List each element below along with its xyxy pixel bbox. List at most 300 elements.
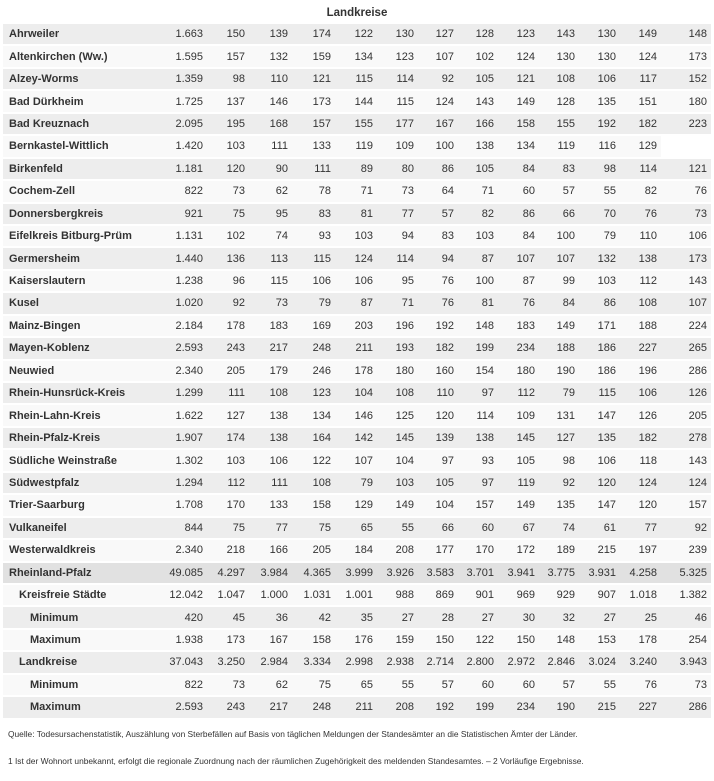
table-row [3,46,711,68]
value-cell: 110 [249,69,292,91]
row-label: Maximum [3,697,155,719]
value-cell: 155 [335,114,377,136]
value-cell: 143 [539,24,579,46]
row-label: Landkreise [3,652,155,674]
value-cell: 111 [207,383,249,405]
value-cell: 27 [377,607,418,629]
value-cell: 1.000 [249,585,292,607]
value-cell: 170 [207,495,249,517]
value-cell: 116 [579,136,620,158]
value-cell: 93 [292,226,335,248]
value-cell: 147 [579,495,620,517]
value-cell: 869 [418,585,458,607]
table-row [3,428,711,450]
value-cell: 1.725 [155,91,207,113]
row-label: Mayen-Koblenz [3,338,155,360]
table-row [3,383,711,405]
value-cell: 186 [579,361,620,383]
value-cell: 106 [292,271,335,293]
value-cell: 115 [335,69,377,91]
value-cell: 223 [661,114,711,136]
table-body [3,24,711,720]
value-cell: 218 [207,540,249,562]
value-cell: 901 [458,585,498,607]
table-header-title: Landkreise [326,7,388,19]
value-cell: 79 [292,293,335,315]
value-cell: 93 [458,450,498,472]
value-cell: 208 [377,540,418,562]
value-cell: 67 [498,518,539,540]
value-cell: 1.382 [661,585,711,607]
value-cell: 190 [539,361,579,383]
value-cell: 102 [207,226,249,248]
value-cell: 2.340 [155,361,207,383]
row-label: Rhein-Pfalz-Kreis [3,428,155,450]
row-label: Ahrweiler [3,24,155,46]
value-cell: 149 [377,495,418,517]
value-cell: 278 [661,428,711,450]
table-row [3,652,711,674]
row-label: Donnersbergkreis [3,204,155,226]
value-cell: 133 [249,495,292,517]
value-cell: 110 [620,226,661,248]
row-label: Kaiserslautern [3,271,155,293]
value-cell: 1.181 [155,159,207,181]
value-cell: 196 [620,361,661,383]
value-cell: 149 [498,91,539,113]
value-cell: 157 [207,46,249,68]
value-cell: 179 [249,361,292,383]
value-cell: 138 [458,428,498,450]
value-cell: 75 [292,518,335,540]
value-cell: 103 [207,450,249,472]
value-cell: 107 [335,450,377,472]
value-cell: 60 [458,518,498,540]
value-cell: 114 [377,248,418,270]
table-row [3,271,711,293]
value-cell: 159 [377,630,418,652]
table-row [3,69,711,91]
value-cell: 135 [579,91,620,113]
value-cell: 171 [579,316,620,338]
value-cell: 96 [207,271,249,293]
value-cell: 80 [377,159,418,181]
value-cell: 2.800 [458,652,498,674]
value-cell: 188 [539,338,579,360]
table-row [3,518,711,540]
value-cell: 71 [458,181,498,203]
value-cell: 158 [292,630,335,652]
value-cell: 122 [335,24,377,46]
value-cell: 157 [458,495,498,517]
value-cell: 3.943 [661,652,711,674]
value-cell: 74 [249,226,292,248]
value-cell: 151 [620,91,661,113]
value-cell: 121 [498,69,539,91]
value-cell: 148 [539,630,579,652]
value-cell: 150 [207,24,249,46]
value-cell: 144 [335,91,377,113]
value-cell: 1.294 [155,473,207,495]
value-cell: 215 [579,697,620,719]
value-cell: 149 [620,24,661,46]
value-cell: 76 [620,675,661,697]
value-cell: 64 [418,181,458,203]
value-cell: 246 [292,361,335,383]
value-cell: 92 [207,293,249,315]
value-cell: 77 [249,518,292,540]
value-cell: 98 [579,159,620,181]
value-cell: 172 [498,540,539,562]
value-cell: 108 [249,383,292,405]
value-cell: 929 [539,585,579,607]
value-cell: 143 [661,271,711,293]
value-cell: 75 [292,675,335,697]
value-cell: 224 [661,316,711,338]
value-cell: 158 [292,495,335,517]
value-cell: 211 [335,338,377,360]
value-cell: 205 [661,405,711,427]
value-cell: 178 [335,361,377,383]
value-cell: 62 [249,675,292,697]
value-cell: 106 [579,69,620,91]
table-row [3,697,711,719]
table-row [3,585,711,607]
value-cell: 3.240 [620,652,661,674]
value-cell: 3.024 [579,652,620,674]
value-cell: 139 [418,428,458,450]
value-cell: 1.420 [155,136,207,158]
value-cell: 205 [207,361,249,383]
value-cell: 146 [335,405,377,427]
value-cell: 123 [377,46,418,68]
value-cell: 137 [207,91,249,113]
value-cell: 822 [155,675,207,697]
row-label: Vulkaneifel [3,518,155,540]
value-cell: 150 [418,630,458,652]
value-cell: 83 [418,226,458,248]
value-cell: 234 [498,697,539,719]
value-cell: 3.583 [418,563,458,585]
value-cell: 155 [539,114,579,136]
row-label: Trier-Saarburg [3,495,155,517]
value-cell: 112 [207,473,249,495]
value-cell: 138 [249,405,292,427]
value-cell: 112 [620,271,661,293]
table-row [3,316,711,338]
value-cell: 55 [579,181,620,203]
value-cell: 148 [458,316,498,338]
value-cell: 97 [458,473,498,495]
value-cell: 73 [207,675,249,697]
value-cell: 83 [539,159,579,181]
value-cell: 159 [292,46,335,68]
table-row [3,563,711,585]
value-cell: 105 [498,450,539,472]
value-cell: 123 [498,24,539,46]
row-label: Bad Kreuznach [3,114,155,136]
value-cell: 127 [418,24,458,46]
value-cell: 76 [620,204,661,226]
value-cell: 92 [418,69,458,91]
value-cell: 192 [418,316,458,338]
value-cell: 97 [458,383,498,405]
value-cell: 2.593 [155,338,207,360]
value-cell: 27 [458,607,498,629]
value-cell: 1.938 [155,630,207,652]
value-cell: 57 [418,675,458,697]
value-cell: 124 [498,46,539,68]
value-cell: 103 [377,473,418,495]
value-cell: 100 [418,136,458,158]
value-cell: 1.622 [155,405,207,427]
row-label: Altenkirchen (Ww.) [3,46,155,68]
value-cell: 42 [292,607,335,629]
value-cell: 76 [498,293,539,315]
value-cell: 195 [207,114,249,136]
value-cell: 73 [249,293,292,315]
value-cell: 138 [249,428,292,450]
value-cell: 184 [335,540,377,562]
row-label: Bad Dürkheim [3,91,155,113]
value-cell: 35 [335,607,377,629]
value-cell: 420 [155,607,207,629]
value-cell: 73 [661,204,711,226]
value-cell: 149 [498,495,539,517]
value-cell: 178 [620,630,661,652]
value-cell: 114 [458,405,498,427]
value-cell: 177 [418,540,458,562]
value-cell: 46 [661,607,711,629]
value-cell: 3.701 [458,563,498,585]
value-cell: 111 [249,473,292,495]
value-cell: 148 [661,24,711,46]
value-cell: 286 [661,697,711,719]
value-cell: 127 [539,428,579,450]
value-cell: 130 [539,46,579,68]
value-cell: 167 [418,114,458,136]
value-cell: 99 [539,271,579,293]
table-row [3,630,711,652]
value-cell: 173 [207,630,249,652]
value-cell: 1.708 [155,495,207,517]
value-cell: 79 [539,383,579,405]
value-cell: 265 [661,338,711,360]
value-cell: 105 [458,159,498,181]
value-cell: 108 [539,69,579,91]
value-cell: 248 [292,338,335,360]
value-cell: 107 [539,248,579,270]
value-cell: 27 [579,607,620,629]
table-row [3,361,711,383]
value-cell: 106 [620,383,661,405]
row-label: Maximum [3,630,155,652]
table-row [3,675,711,697]
value-cell: 1.131 [155,226,207,248]
value-cell: 97 [418,450,458,472]
value-cell: 89 [335,159,377,181]
value-cell: 129 [620,136,661,158]
value-cell: 203 [335,316,377,338]
row-label: Minimum [3,675,155,697]
value-cell: 119 [335,136,377,158]
value-cell: 30 [498,607,539,629]
value-cell: 1.001 [335,585,377,607]
value-cell: 135 [579,428,620,450]
value-cell: 75 [207,518,249,540]
value-cell: 239 [661,540,711,562]
value-cell: 122 [458,630,498,652]
value-cell: 822 [155,181,207,203]
value-cell: 2.984 [249,652,292,674]
value-cell: 120 [620,495,661,517]
value-cell: 969 [498,585,539,607]
value-cell: 117 [620,69,661,91]
value-cell: 131 [539,405,579,427]
value-cell: 124 [418,91,458,113]
value-cell: 98 [207,69,249,91]
value-cell: 114 [620,159,661,181]
value-cell: 108 [292,473,335,495]
table-row [3,405,711,427]
row-label: Westerwaldkreis [3,540,155,562]
value-cell: 118 [620,450,661,472]
value-cell: 124 [661,473,711,495]
row-label: Minimum [3,607,155,629]
value-cell: 3.775 [539,563,579,585]
value-cell: 5.325 [661,563,711,585]
value-cell: 211 [335,697,377,719]
value-cell: 133 [292,136,335,158]
value-cell: 87 [458,248,498,270]
value-cell: 115 [579,383,620,405]
table-row [3,181,711,203]
value-cell: 129 [335,495,377,517]
table-row [3,114,711,136]
value-cell: 73 [207,181,249,203]
table-row [3,495,711,517]
value-cell: 103 [335,226,377,248]
value-cell: 111 [292,159,335,181]
value-cell: 111 [249,136,292,158]
value-cell: 81 [458,293,498,315]
value-cell: 190 [539,697,579,719]
value-cell: 66 [418,518,458,540]
value-cell: 3.926 [377,563,418,585]
value-cell: 173 [661,46,711,68]
value-cell: 2.714 [418,652,458,674]
value-cell: 154 [458,361,498,383]
value-cell: 208 [377,697,418,719]
value-cell: 105 [458,69,498,91]
row-label: Rhein-Hunsrück-Kreis [3,383,155,405]
value-cell: 106 [335,271,377,293]
row-label: Südliche Weinstraße [3,450,155,472]
value-cell: 145 [498,428,539,450]
value-cell: 182 [620,114,661,136]
value-cell: 143 [458,91,498,113]
table-row [3,24,711,46]
value-cell: 134 [498,136,539,158]
value-cell: 86 [579,293,620,315]
value-cell: 158 [498,114,539,136]
value-cell: 87 [335,293,377,315]
value-cell: 125 [377,405,418,427]
value-cell: 105 [418,473,458,495]
value-cell: 90 [249,159,292,181]
value-cell: 109 [498,405,539,427]
value-cell: 102 [458,46,498,68]
value-cell: 100 [539,226,579,248]
value-cell: 178 [207,316,249,338]
value-cell: 119 [539,136,579,158]
value-cell: 286 [661,361,711,383]
value-cell: 4.365 [292,563,335,585]
value-cell: 122 [292,450,335,472]
value-cell: 180 [498,361,539,383]
value-cell: 124 [620,473,661,495]
value-cell: 115 [377,91,418,113]
value-cell: 75 [207,204,249,226]
value-cell: 78 [292,181,335,203]
value-cell: 3.931 [579,563,620,585]
value-cell: 110 [418,383,458,405]
value-cell: 55 [579,675,620,697]
footnote: 1 Ist der Wohnort unbekannt, erfolgt die regionale Zuordnung nach der räumlichen Zugehörigkeit des meldenden Standesamtes. – 2 Vorläufige Ergebnisse. [8,755,584,766]
value-cell: 84 [539,293,579,315]
value-cell: 988 [377,585,418,607]
value-cell: 2.095 [155,114,207,136]
value-cell: 71 [377,293,418,315]
value-cell: 83 [292,204,335,226]
value-cell: 1.031 [292,585,335,607]
value-cell: 174 [292,24,335,46]
value-cell: 183 [249,316,292,338]
value-cell: 92 [661,518,711,540]
table-row [3,226,711,248]
value-cell: 28 [418,607,458,629]
value-cell: 132 [579,248,620,270]
value-cell: 167 [249,630,292,652]
value-cell: 130 [579,24,620,46]
value-cell: 157 [292,114,335,136]
value-cell: 153 [579,630,620,652]
value-cell: 921 [155,204,207,226]
value-cell: 176 [335,630,377,652]
value-cell: 205 [292,540,335,562]
value-cell: 254 [661,630,711,652]
value-cell: 57 [539,675,579,697]
table-row [3,159,711,181]
value-cell: 1.302 [155,450,207,472]
value-cell: 188 [620,316,661,338]
value-cell: 12.042 [155,585,207,607]
value-cell: 115 [249,271,292,293]
value-cell: 3.999 [335,563,377,585]
value-cell: 2.938 [377,652,418,674]
value-cell: 86 [418,159,458,181]
table-row [3,540,711,562]
value-cell: 60 [498,675,539,697]
value-cell: 25 [620,607,661,629]
value-cell: 76 [418,293,458,315]
value-cell: 107 [498,248,539,270]
value-cell: 234 [498,338,539,360]
table-row [3,204,711,226]
value-cell: 138 [620,248,661,270]
value-cell: 45 [207,607,249,629]
value-cell: 192 [579,114,620,136]
